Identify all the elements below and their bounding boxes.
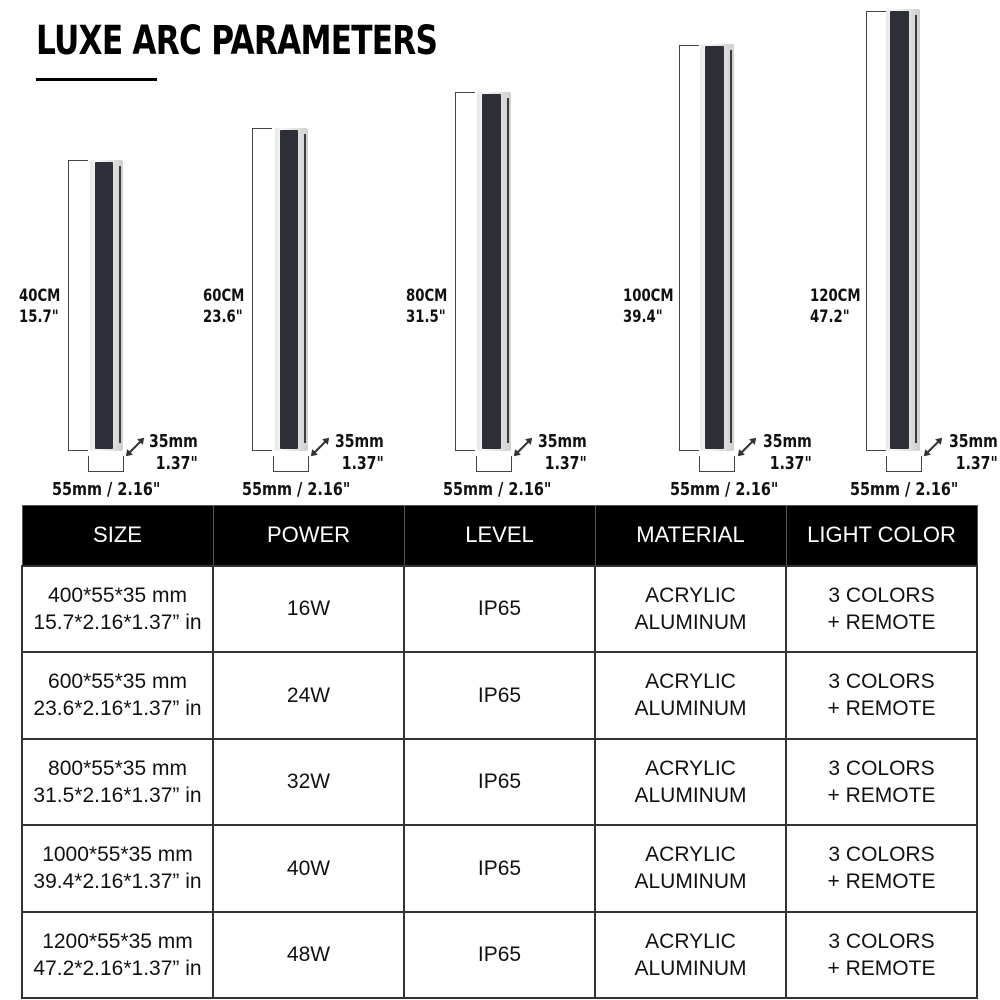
lamp-edge — [730, 50, 732, 443]
size-cell: 600*55*35 mm 23.6*2.16*1.37” in — [22, 652, 213, 739]
depth-arrow-icon — [128, 440, 142, 454]
light-color-cell: 3 COLORS + REMOTE — [786, 566, 977, 653]
table-row — [22, 825, 977, 912]
depth-label: 35mm 1.37" — [537, 431, 587, 474]
depth-arrow-icon — [926, 440, 940, 454]
length-label: 40CM 15.7" — [19, 286, 61, 327]
depth-label: 35mm 1.37" — [148, 431, 198, 474]
material-cell: ACRYLIC ALUMINUM — [595, 739, 786, 826]
width-label: 55mm / 2.16" — [242, 479, 351, 500]
depth-arrow-icon — [313, 440, 327, 454]
length-label: 80CM 31.5" — [406, 286, 448, 327]
width-label: 55mm / 2.16" — [670, 479, 779, 500]
column-header-level: LEVEL — [404, 506, 595, 566]
title-underline — [36, 78, 157, 81]
table-row — [22, 912, 977, 999]
light-color-cell: 3 COLORS + REMOTE — [786, 825, 977, 912]
column-header-light-color: LIGHT COLOR — [786, 506, 977, 566]
height-bracket — [866, 11, 886, 451]
light-color-cell: 3 COLORS + REMOTE — [786, 912, 977, 999]
page-title: LUXE ARC PARAMETERS — [36, 18, 438, 64]
depth-label: 35mm 1.37" — [762, 431, 812, 474]
level-cell: IP65 — [404, 566, 595, 653]
table-header-row — [22, 506, 977, 566]
lamp-body — [890, 11, 909, 449]
material-cell: ACRYLIC ALUMINUM — [595, 825, 786, 912]
material-cell: ACRYLIC ALUMINUM — [595, 566, 786, 653]
width-bracket — [476, 456, 512, 472]
lamp-edge — [507, 98, 509, 443]
level-cell: IP65 — [404, 912, 595, 999]
size-cell: 400*55*35 mm 15.7*2.16*1.37” in — [22, 566, 213, 653]
level-cell: IP65 — [404, 652, 595, 739]
material-cell: ACRYLIC ALUMINUM — [595, 912, 786, 999]
table-row — [22, 739, 977, 826]
power-cell: 32W — [213, 739, 404, 826]
height-bracket — [68, 160, 88, 451]
size-cell: 1200*55*35 mm 47.2*2.16*1.37” in — [22, 912, 213, 999]
width-label: 55mm / 2.16" — [850, 479, 959, 500]
column-header-size: SIZE — [22, 506, 213, 566]
column-header-material: MATERIAL — [595, 506, 786, 566]
lamp-body — [280, 130, 298, 449]
power-cell: 24W — [213, 652, 404, 739]
size-cell: 800*55*35 mm 31.5*2.16*1.37” in — [22, 739, 213, 826]
height-bracket — [455, 92, 475, 451]
width-label: 55mm / 2.16" — [52, 479, 161, 500]
width-bracket — [886, 456, 922, 472]
width-label: 55mm / 2.16" — [443, 479, 552, 500]
power-cell: 40W — [213, 825, 404, 912]
width-bracket — [699, 456, 735, 472]
depth-arrow-icon — [516, 440, 530, 454]
spec-table — [21, 505, 978, 999]
height-bracket — [679, 45, 699, 451]
height-bracket — [252, 128, 272, 451]
light-color-cell: 3 COLORS + REMOTE — [786, 652, 977, 739]
lamp-edge — [915, 15, 917, 443]
depth-arrow-icon — [740, 440, 754, 454]
lamp-edge — [119, 166, 121, 443]
width-bracket — [273, 456, 309, 472]
length-label: 120CM 47.2" — [810, 286, 861, 327]
length-label: 60CM 23.6" — [203, 286, 245, 327]
lamp-body — [705, 46, 724, 449]
size-cell: 1000*55*35 mm 39.4*2.16*1.37” in — [22, 825, 213, 912]
level-cell: IP65 — [404, 739, 595, 826]
material-cell: ACRYLIC ALUMINUM — [595, 652, 786, 739]
power-cell: 16W — [213, 566, 404, 653]
lamp-body — [482, 94, 501, 449]
width-bracket — [88, 456, 124, 472]
depth-label: 35mm 1.37" — [948, 431, 998, 474]
level-cell: IP65 — [404, 825, 595, 912]
table-row — [22, 652, 977, 739]
lamp-edge — [304, 134, 306, 443]
table-row — [22, 566, 977, 653]
depth-label: 35mm 1.37" — [334, 431, 384, 474]
column-header-power: POWER — [213, 506, 404, 566]
lamp-body — [95, 162, 113, 449]
light-color-cell: 3 COLORS + REMOTE — [786, 739, 977, 826]
power-cell: 48W — [213, 912, 404, 999]
length-label: 100CM 39.4" — [623, 286, 674, 327]
